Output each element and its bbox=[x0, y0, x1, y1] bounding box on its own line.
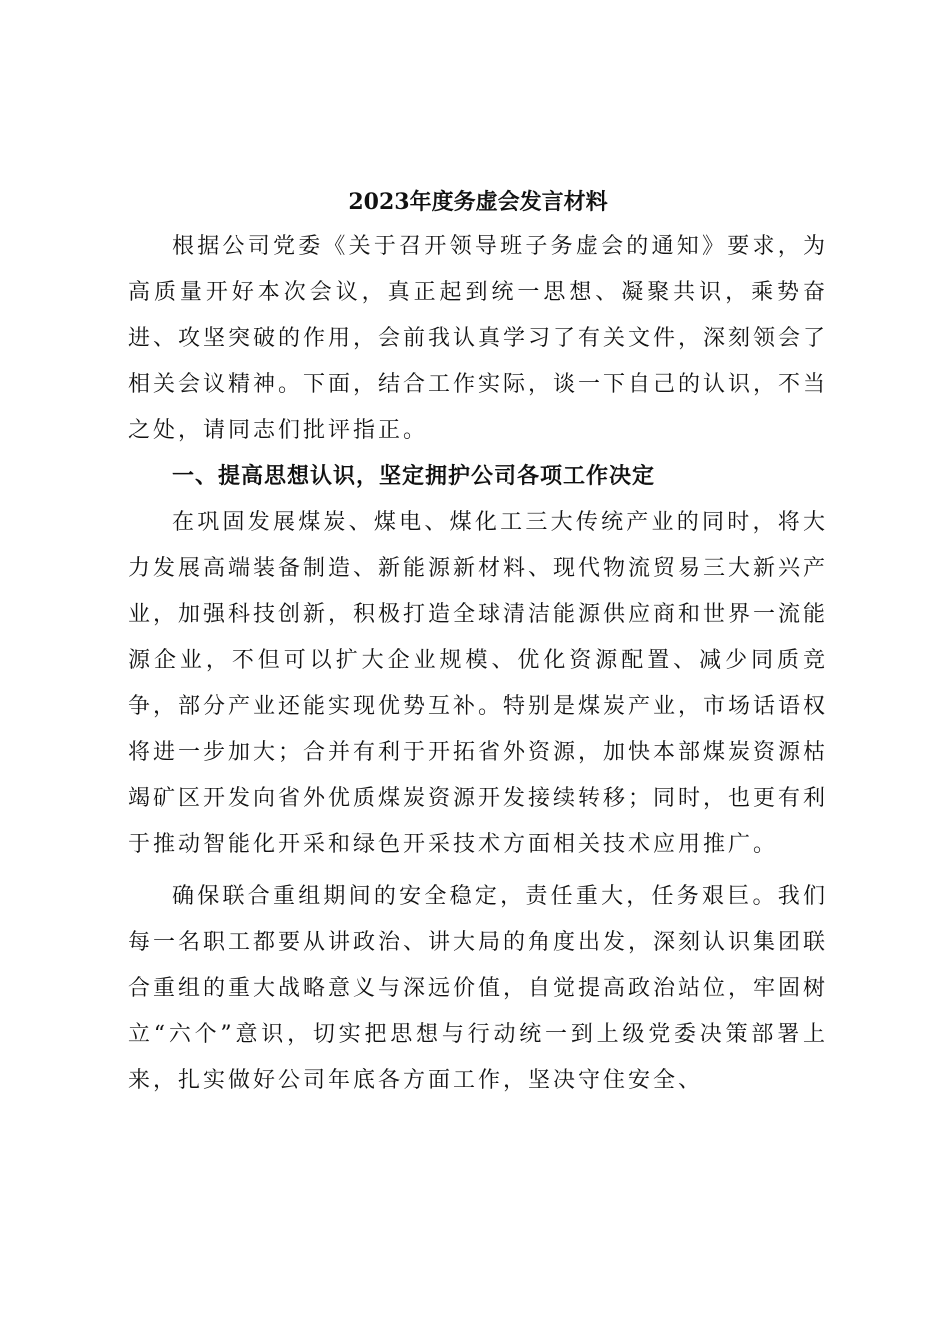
section-heading: 一、提高思想认识，坚定拥护公司各项工作决定 bbox=[172, 464, 656, 489]
body-paragraph: 确保联合重组期间的安全稳定，责任重大，任务艰巨。我们每一名职工都要从讲政治、讲大局的角度出发，深刻认识集团联合重组的重大战略意义与深远价值，自觉提高政治站位，牢固树立“六个”意识，切实把思想与行动统一到上级党委决策部署上来，扎实做好公司年底各方面工作，坚决守住安全、 bbox=[128, 884, 829, 1093]
document-title: 2023年度务虚会发言材料 bbox=[348, 189, 608, 215]
body-paragraph: 在巩固发展煤炭、煤电、煤化工三大传统产业的同时，将大力发展高端装备制造、新能源新材料、现代物流贸易三大新兴产业，加强科技创新，积极打造全球清洁能源供应商和世界一流能源企业，不但可以扩大企业规模、优化资源配置、减少同质竞争，部分产业还能实现优势互补。特别是煤炭产业，市场话语权将进一步加大；合并有利于开拓省外资源，加快本部煤炭资源枯竭矿区开发向省外优质煤炭资源开发接续转移；同时，也更有利于推动智能化开采和绿色开采技术方面相关技术应用推广。 bbox=[128, 510, 829, 857]
document-body bbox=[128, 182, 828, 1104]
intro-paragraph: 根据公司党委《关于召开领导班子务虚会的通知》要求，为高质量开好本次会议，真正起到统一思想、凝聚共识，乘势奋进、攻坚突破的作用，会前我认真学习了有关文件，深刻领会了相关会议精神。下面，结合工作实际，谈一下自己的认识，不当之处，请同志们批评指正。 bbox=[128, 234, 829, 443]
